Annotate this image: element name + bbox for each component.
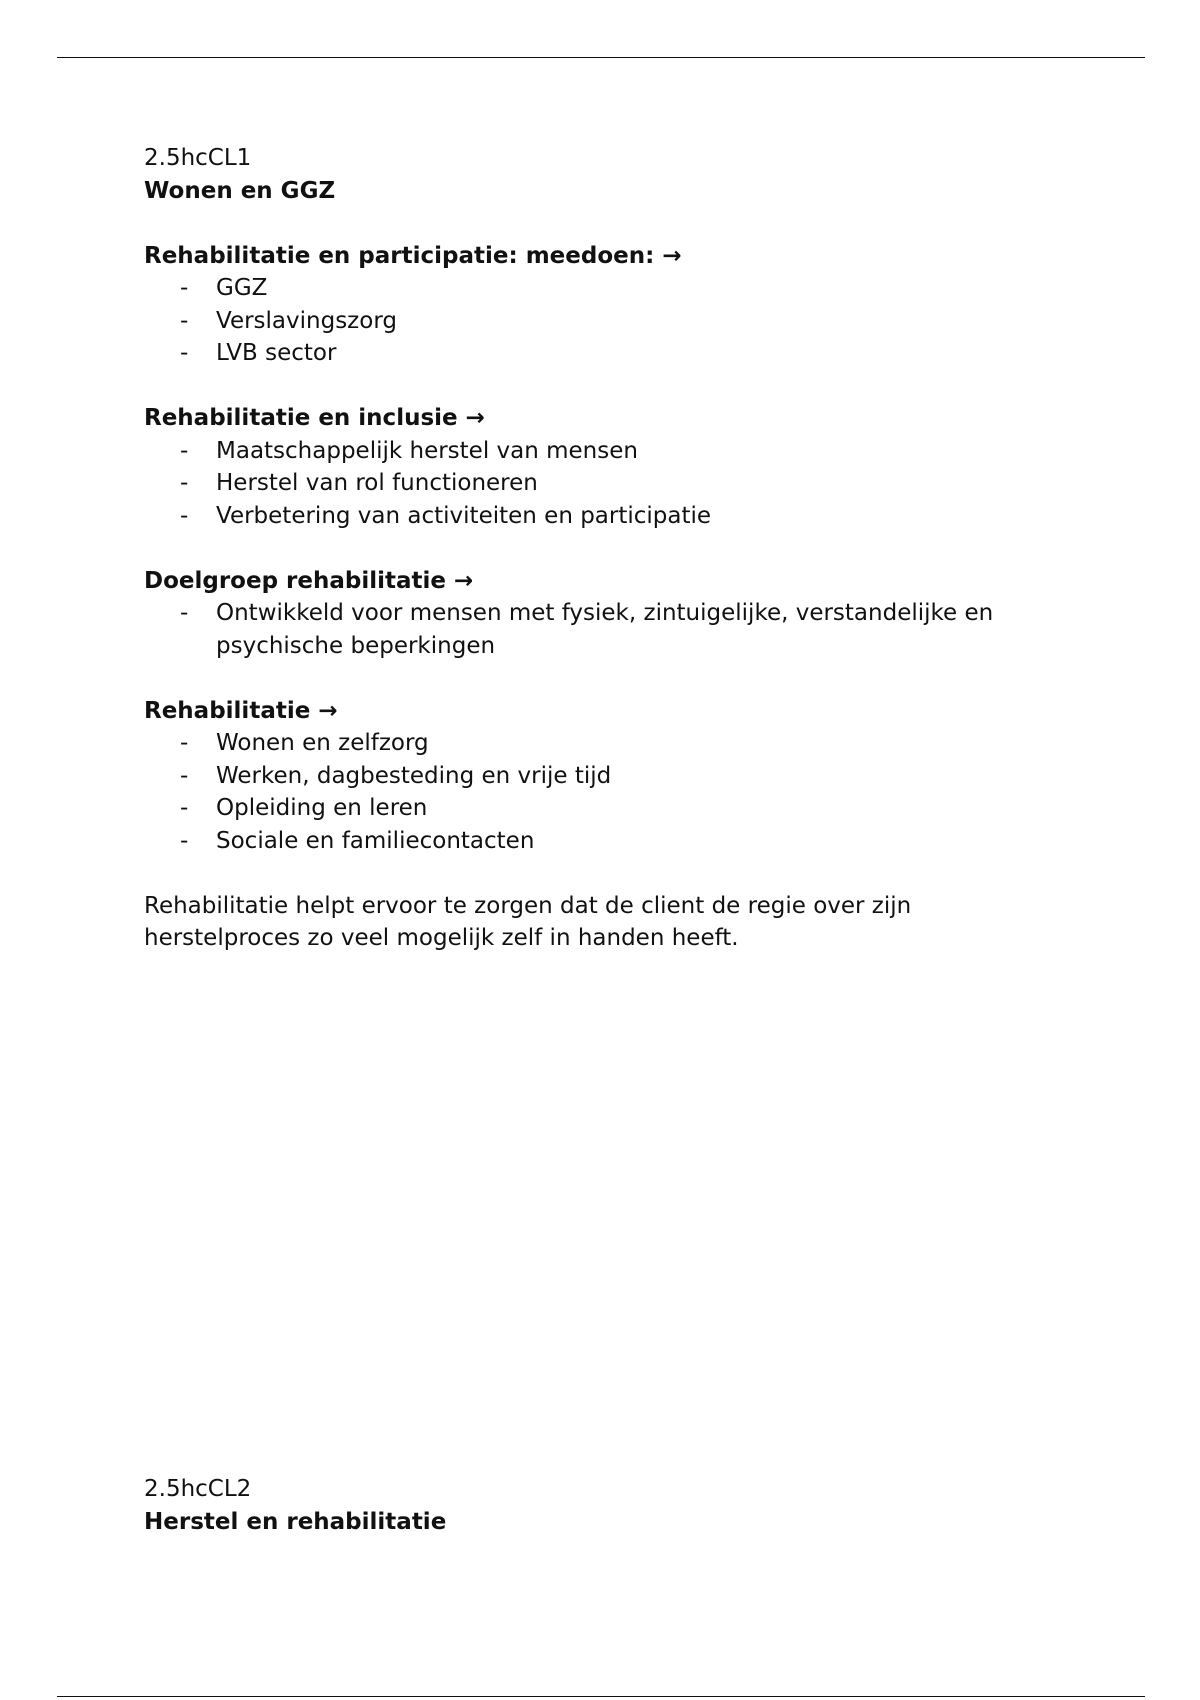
section-heading bbox=[144, 402, 1074, 435]
top-rule bbox=[57, 57, 1145, 58]
dash-bullet: - bbox=[180, 470, 189, 496]
section-heading-text: Doelgroep rehabilitatie bbox=[144, 567, 446, 594]
dash-bullet: - bbox=[180, 762, 189, 789]
list-item-text: Verbetering van activiteiten en participatie bbox=[216, 502, 712, 529]
list-item-text: Sociale en familiecontacten bbox=[216, 827, 535, 854]
paragraph-line: herstelproces zo veel mogelijk zelf in handen heeft. bbox=[144, 925, 739, 951]
list-item-text: Ontwikkeld voor mensen met fysiek, zintuigelijke, verstandelijke en bbox=[216, 600, 994, 626]
list-item bbox=[144, 337, 1074, 370]
list-item-text: Opleiding en leren bbox=[216, 795, 428, 821]
list-item bbox=[144, 467, 1074, 500]
list-item-text: GGZ bbox=[216, 275, 268, 301]
list-item bbox=[144, 272, 1074, 305]
section-heading-text: Rehabilitatie bbox=[144, 697, 311, 724]
arrow-right-icon: → bbox=[465, 405, 485, 431]
bullet-list bbox=[144, 435, 1074, 533]
dash-bullet: - bbox=[180, 795, 189, 821]
list-item-text: psychische beperkingen bbox=[216, 632, 496, 659]
arrow-right-icon: → bbox=[662, 242, 682, 269]
dash-bullet: - bbox=[180, 275, 189, 301]
list-item-continuation bbox=[144, 630, 1074, 663]
list-item-text: Maatschappelijk herstel van mensen bbox=[216, 437, 638, 464]
section-heading-text: Rehabilitatie en participatie: meedoen bbox=[144, 242, 646, 269]
list-item bbox=[144, 597, 1074, 630]
section-heading: Rehabilitatie en participatie: meedoen: → bbox=[144, 242, 682, 269]
list-item-text: Verslavingszorg bbox=[216, 307, 397, 334]
list-item bbox=[144, 500, 1074, 533]
spacer bbox=[144, 207, 1074, 240]
spacer bbox=[144, 857, 1074, 890]
list-item bbox=[144, 760, 1074, 793]
notes-block-1 bbox=[144, 142, 1074, 955]
dash-bullet: - bbox=[180, 307, 189, 334]
list-item-text: LVB sector bbox=[216, 340, 337, 366]
list-item-text: Werken, dagbesteding en vrije tijd bbox=[216, 762, 612, 789]
dash-bullet: - bbox=[180, 437, 189, 464]
notes-block-2 bbox=[144, 1473, 1074, 1538]
section-heading bbox=[144, 565, 1074, 598]
bullet-list bbox=[144, 597, 1074, 662]
section-heading-text: Rehabilitatie en inclusie bbox=[144, 405, 458, 431]
bullet-list bbox=[144, 272, 1074, 370]
bullet-list bbox=[144, 727, 1074, 857]
list-item bbox=[144, 305, 1074, 338]
list-item bbox=[144, 435, 1074, 468]
dash-bullet: - bbox=[180, 827, 189, 854]
dash-bullet: - bbox=[180, 502, 189, 529]
list-item-text: Herstel van rol functioneren bbox=[216, 470, 538, 496]
dash-bullet: - bbox=[180, 730, 189, 756]
list-item bbox=[144, 727, 1074, 760]
bottom-rule bbox=[57, 1696, 1145, 1697]
lecture-title: Wonen en GGZ bbox=[144, 177, 336, 204]
paragraph-line: Rehabilitatie helpt ervoor te zorgen dat de client de regie over zijn bbox=[144, 892, 912, 919]
list-item bbox=[144, 825, 1074, 858]
spacer bbox=[144, 662, 1074, 695]
lecture-title: Herstel en rehabilitatie bbox=[144, 1508, 447, 1535]
lecture-code: 2.5hcCL2 bbox=[144, 1476, 252, 1502]
dash-bullet: - bbox=[180, 340, 189, 366]
section-heading bbox=[144, 695, 1074, 728]
list-item-text: Wonen en zelfzorg bbox=[216, 730, 429, 756]
arrow-right-icon: → bbox=[454, 567, 474, 594]
spacer bbox=[144, 532, 1074, 565]
list-item bbox=[144, 792, 1074, 825]
spacer bbox=[144, 370, 1074, 403]
arrow-right-icon: → bbox=[318, 697, 338, 724]
lecture-code: 2.5hcCL1 bbox=[144, 145, 252, 171]
dash-bullet: - bbox=[180, 600, 189, 626]
